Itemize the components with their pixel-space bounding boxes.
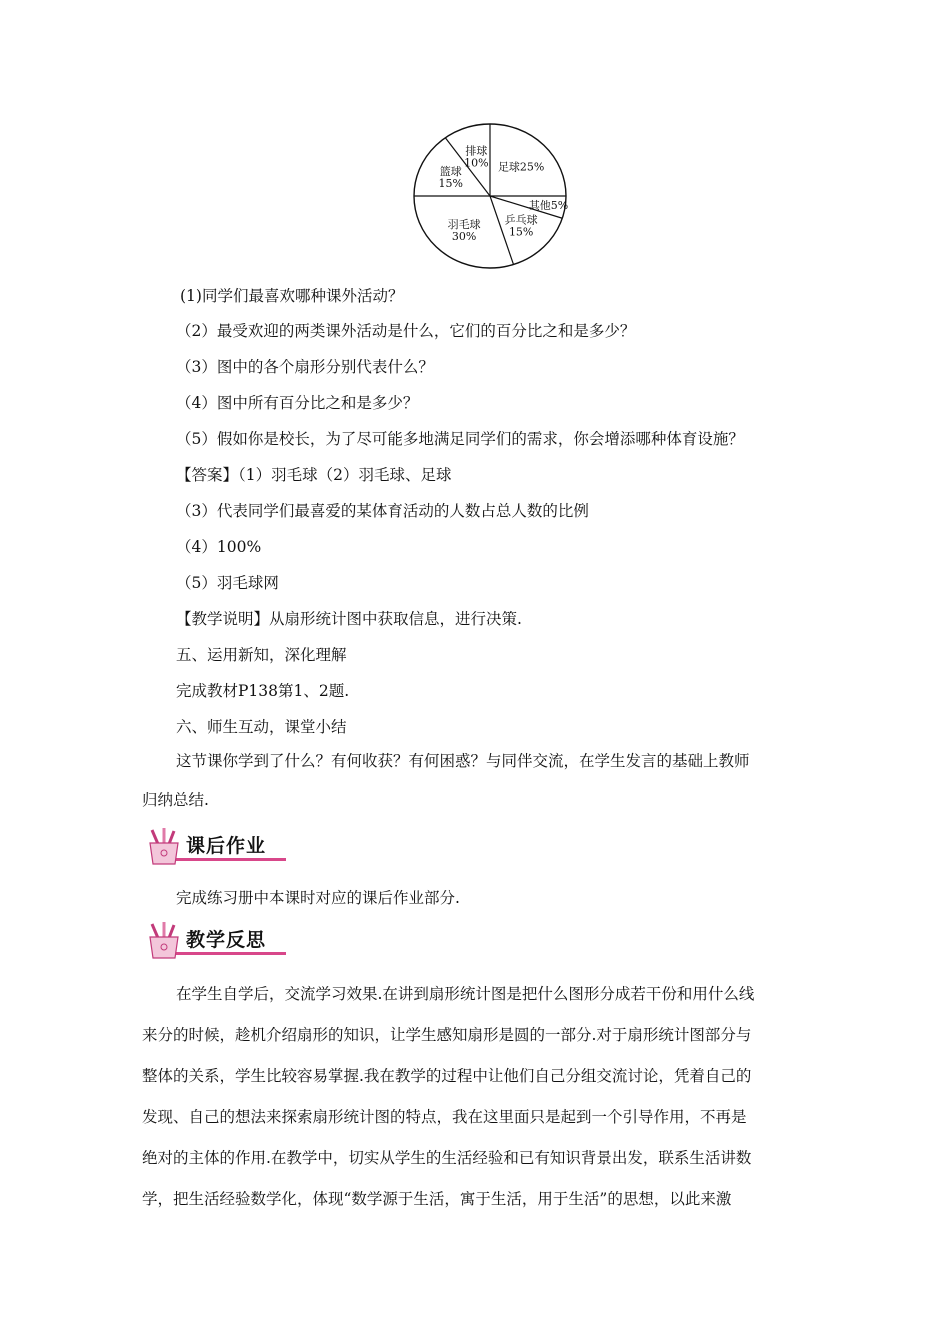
question-4: （4）图中所有百分比之和是多少？ (176, 394, 419, 412)
reflection-line-6: 学，把生活经验数学化，体现“数学源于生活，寓于生活，用于生活”的思想，以此来激 (142, 1190, 732, 1208)
pie-label-text: 篮球 (439, 165, 462, 179)
pie-label-text: 其他5% (528, 198, 569, 212)
pie-slice-label (448, 217, 481, 243)
section-6-text-2: 归纳总结. (142, 791, 209, 809)
pie-slice-label (498, 159, 544, 173)
pie-label-text: 羽毛球 (447, 217, 481, 231)
reflection-title: 教学反思 (186, 929, 267, 951)
homework-text: 完成练习册中本课时对应的课后作业部分. (176, 889, 460, 907)
pie-label-text: 15% (438, 177, 463, 191)
pie-label-text: 乒乓球 (504, 213, 538, 227)
pie-label-text: 10% (464, 156, 489, 170)
pie-label-text: 足球25% (497, 160, 545, 174)
pie-label-text: 排球 (465, 144, 488, 158)
reflection-line-4: 发现、自己的想法来探索扇形统计图的特点，我在这里面只是起到一个引导作用，不再是 (142, 1108, 747, 1126)
question-1: (1)同学们最喜欢哪种课外活动？ (180, 287, 404, 305)
answer-line-2: （3）代表同学们最喜爱的某体育活动的人数占总人数的比例 (176, 502, 589, 520)
section-6-title: 六、师生互动，课堂小结 (176, 718, 347, 736)
homework-title: 课后作业 (186, 835, 267, 857)
question-3: （3）图中的各个扇形分别代表什么？ (176, 358, 434, 376)
pie-label-text: 15% (508, 225, 534, 239)
section-6-text-1: 这节课你学到了什么？有何收获？有何困惑？与同伴交流，在学生发言的基础上教师 (176, 752, 750, 770)
pie-label-text: 30% (451, 229, 477, 243)
answer-line-1: 【答案】（1）羽毛球（2）羽毛球、足球 (176, 466, 452, 484)
pie-slice-label (438, 164, 462, 190)
question-5: （5）假如你是校长，为了尽可能多地满足同学们的需求，你会增添哪种体育设施？ (176, 430, 744, 448)
answer-line-4: （5）羽毛球网 (176, 574, 279, 592)
reflection-line-5: 绝对的主体的作用.在教学中，切实从学生的生活经验和已有知识背景出发，联系生活讲数 (142, 1149, 752, 1167)
answer-line-3: （4）100% (176, 538, 262, 556)
reflection-line-3: 整体的关系，学生比较容易掌握.我在教学的过程中让他们自己分组交流讨论，凭着自己的 (142, 1067, 752, 1085)
pencil-cup-icon (142, 920, 186, 960)
pencil-cup-icon (142, 826, 186, 866)
homework-banner (142, 826, 292, 866)
reflection-line-2: 来分的时候，趁机介绍扇形的知识，让学生感知扇形是圆的一部分.对于扇形统计图部分与 (142, 1026, 752, 1044)
reflection-banner (142, 920, 292, 960)
pie-slice-label (505, 213, 538, 239)
reflection-line-1: 在学生自学后，交流学习效果.在讲到扇形统计图是把什么图形分成若干份和用什么线 (176, 985, 755, 1003)
teaching-note: 【教学说明】从扇形统计图中获取信息，进行决策. (176, 610, 522, 628)
pie-chart (412, 122, 572, 272)
section-5-title: 五、运用新知，深化理解 (176, 646, 347, 664)
pie-slice-label (464, 143, 488, 169)
question-2: （2）最受欢迎的两类课外活动是什么，它们的百分比之和是多少？ (176, 322, 636, 340)
section-5-text: 完成教材P138第1、2题. (176, 682, 350, 700)
